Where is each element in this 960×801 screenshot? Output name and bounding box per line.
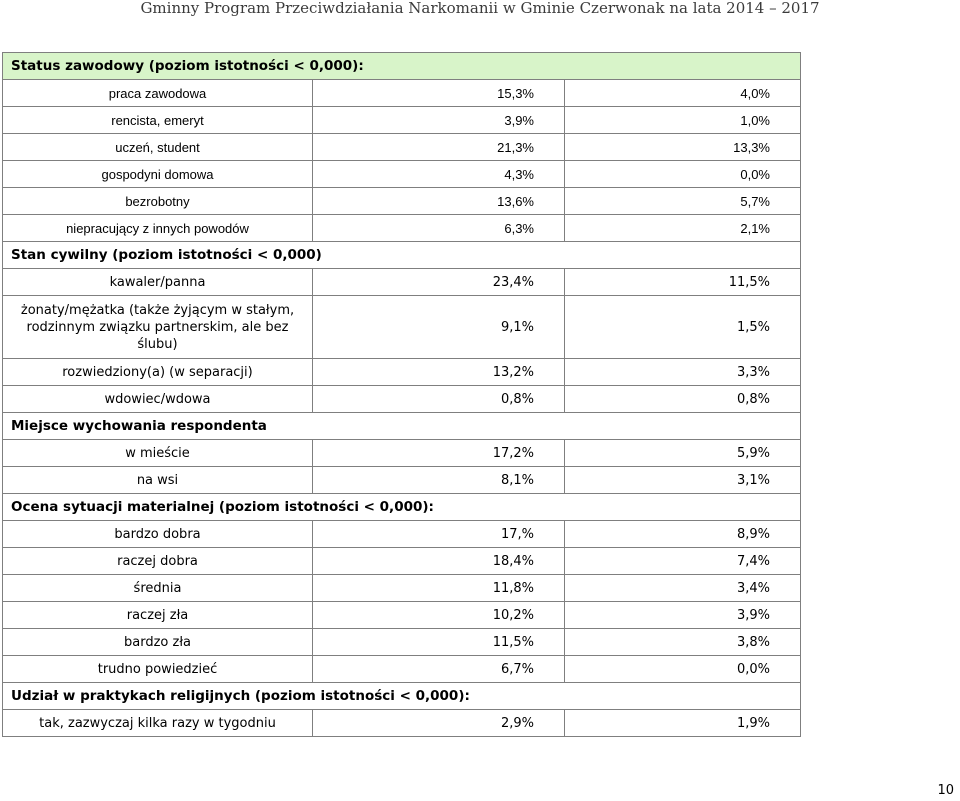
row-label: raczej dobra — [3, 548, 313, 575]
row-label: w mieście — [3, 440, 313, 467]
row-value-1: 4,3% — [313, 161, 565, 188]
row-value-1: 6,7% — [313, 656, 565, 683]
row-label: gospodyni domowa — [3, 161, 313, 188]
row-label: wdowiec/wdowa — [3, 386, 313, 413]
row-value-2: 3,3% — [565, 359, 801, 386]
row-label: kawaler/panna — [3, 269, 313, 296]
row-value-2: 4,0% — [565, 80, 801, 107]
table-row — [3, 296, 801, 359]
row-value-2: 0,0% — [565, 656, 801, 683]
row-value-1: 13,6% — [313, 188, 565, 215]
row-value-1: 21,3% — [313, 134, 565, 161]
page-header-title: Gminny Program Przeciwdziałania Narkomanii w Gminie Czerwonak na lata 2014 – 2017 — [140, 0, 820, 17]
section-header-row — [3, 413, 801, 440]
section-header-row — [3, 683, 801, 710]
section-title: Status zawodowy (poziom istotności < 0,000): — [3, 53, 801, 80]
row-label: niepracujący z innych powodów — [3, 215, 313, 242]
row-value-1: 23,4% — [313, 269, 565, 296]
row-value-2: 5,7% — [565, 188, 801, 215]
section-header-row — [3, 242, 801, 269]
row-value-1: 6,3% — [313, 215, 565, 242]
table-row — [3, 134, 801, 161]
row-value-2: 3,1% — [565, 467, 801, 494]
section-title: Ocena sytuacji materialnej (poziom istotności < 0,000): — [3, 494, 801, 521]
row-label: żonaty/mężatka (także żyjącym w stałym, rodzinnym związku partnerskim, ale bez ślubu) — [3, 296, 313, 359]
table-row — [3, 359, 801, 386]
table-row — [3, 161, 801, 188]
table-row — [3, 656, 801, 683]
row-value-2: 1,5% — [565, 296, 801, 359]
row-value-1: 11,8% — [313, 575, 565, 602]
row-value-1: 17,% — [313, 521, 565, 548]
table-row — [3, 467, 801, 494]
row-label: rencista, emeryt — [3, 107, 313, 134]
row-value-2: 8,9% — [565, 521, 801, 548]
row-value-1: 17,2% — [313, 440, 565, 467]
row-value-2: 0,8% — [565, 386, 801, 413]
table-row — [3, 386, 801, 413]
row-label: bezrobotny — [3, 188, 313, 215]
row-value-2: 3,4% — [565, 575, 801, 602]
page-number: 10 — [937, 783, 954, 798]
row-value-2: 5,9% — [565, 440, 801, 467]
section-header-row — [3, 494, 801, 521]
table-row — [3, 107, 801, 134]
section-title: Stan cywilny (poziom istotności < 0,000) — [3, 242, 801, 269]
table-row — [3, 575, 801, 602]
row-label: tak, zazwyczaj kilka razy w tygodniu — [3, 710, 313, 737]
row-value-1: 9,1% — [313, 296, 565, 359]
row-label: praca zawodowa — [3, 80, 313, 107]
table-row — [3, 80, 801, 107]
row-value-2: 7,4% — [565, 548, 801, 575]
table-row — [3, 602, 801, 629]
row-value-2: 11,5% — [565, 269, 801, 296]
row-value-1: 0,8% — [313, 386, 565, 413]
row-value-1: 3,9% — [313, 107, 565, 134]
row-value-1: 2,9% — [313, 710, 565, 737]
row-value-2: 2,1% — [565, 215, 801, 242]
table-row — [3, 440, 801, 467]
table-row — [3, 269, 801, 296]
row-value-1: 13,2% — [313, 359, 565, 386]
row-value-2: 3,8% — [565, 629, 801, 656]
section-title: Miejsce wychowania respondenta — [3, 413, 801, 440]
table-row — [3, 521, 801, 548]
row-label: średnia — [3, 575, 313, 602]
row-value-2: 3,9% — [565, 602, 801, 629]
row-value-1: 18,4% — [313, 548, 565, 575]
row-label: raczej zła — [3, 602, 313, 629]
row-value-2: 13,3% — [565, 134, 801, 161]
row-value-2: 1,0% — [565, 107, 801, 134]
table-row — [3, 188, 801, 215]
row-label: na wsi — [3, 467, 313, 494]
row-value-1: 10,2% — [313, 602, 565, 629]
row-value-1: 11,5% — [313, 629, 565, 656]
row-label: trudno powiedzieć — [3, 656, 313, 683]
row-label: uczeń, student — [3, 134, 313, 161]
statistics-table — [2, 52, 801, 737]
row-label: rozwiedziony(a) (w separacji) — [3, 359, 313, 386]
table-row — [3, 710, 801, 737]
row-value-2: 1,9% — [565, 710, 801, 737]
section-header-row — [3, 53, 801, 80]
table-row — [3, 548, 801, 575]
row-label: bardzo zła — [3, 629, 313, 656]
table-row — [3, 629, 801, 656]
row-label: bardzo dobra — [3, 521, 313, 548]
row-value-2: 0,0% — [565, 161, 801, 188]
table-row — [3, 215, 801, 242]
row-value-1: 15,3% — [313, 80, 565, 107]
section-title: Udział w praktykach religijnych (poziom istotności < 0,000): — [3, 683, 801, 710]
row-value-1: 8,1% — [313, 467, 565, 494]
